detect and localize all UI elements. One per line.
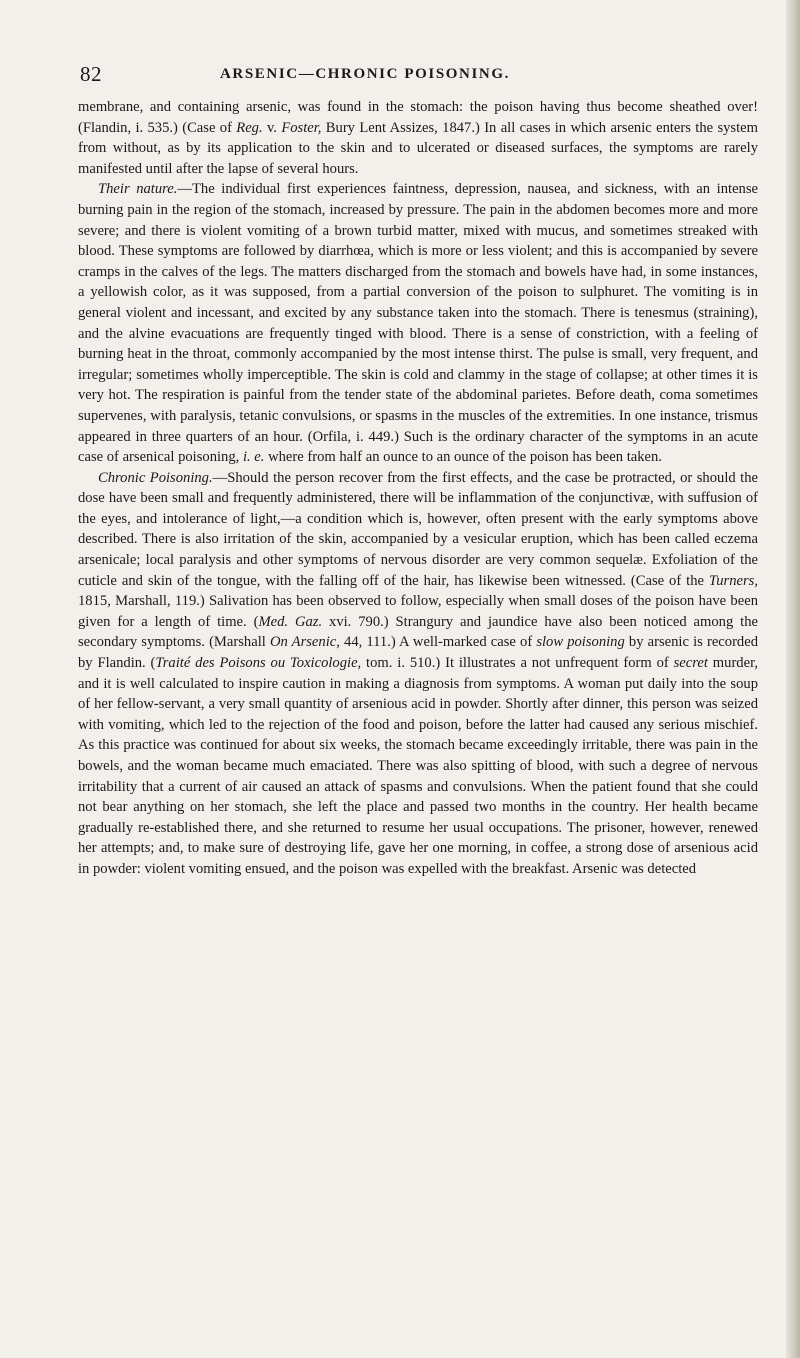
running-title: ARSENIC—CHRONIC POISONING. (220, 66, 510, 82)
body-text (78, 97, 758, 880)
italic-abbreviation: i. e. (242, 449, 265, 466)
paragraph-continuation (78, 97, 758, 179)
text-run: by arsenic is recorded by Flandin. ( (78, 634, 758, 672)
text-run: xvi. 790.) Strangury and jaundice have also been noticed among the secondary symptoms. (Marshall (78, 613, 758, 651)
text-run: v. (262, 119, 282, 136)
italic-case-name: Foster, (281, 119, 322, 136)
text-run: —The individual first experiences faintness, depression, nausea, and sickness, with an intense burning pain in the region of the stomach, increased by pressure. The pain in the abdomen becomes more and more severe; and there is violent vomiting of a brown turbid matter, mixed with mucus, and sometimes streaked with blood. These symptoms are followed by diarrhœa, which is more or less violent; and this is accompanied by severe cramps in the calves of the legs. The matters discharged from the stomach and bowels have had, in some instances, a yellowish color, as it was supposed, from a partial conversion of the poison to sulphuret. The vomiting is in general violent and incessant, and excited by any substance taken into the stomach. There is tenesmus (straining), and the alvine evacuations are frequently tinged with blood. There is a sense of constriction, with a feeling of burning heat in the throat, commonly accompanied by the most intense thirst. The pulse is small, very frequent, and irregular; sometimes wholly imperceptible. The skin is cold and clammy in the stage of collapse; at other times it is very hot. The respiration is painful from the tender state of the abdominal parietes. Before death, coma sometimes supervenes, with paralysis, tetanic convulsions, or spasms in the muscles of the extremities. In one instance, trismus appeared in three quarters of an hour. (Orfila, i. 449.) Such is the ordinary character of the symptoms in an acute case of arsenical poisoning, (78, 181, 758, 466)
text-run: Bury Lent Assizes, 1847.) In all cases in which arsenic enters the system from without, as by its application to the skin and to ulcerated or diseased surfaces, the symptoms are rarely manifested until after the lapse of several hours. (78, 119, 758, 177)
text-run: —Should the person recover from the first effects, and the case be protracted, or should the dose have been small and frequently administered, there will be inflammation of the conjunctivæ, with suffusion of the eyes, and intolerance of light,—a condition which is, however, often present with the early symptoms above described. There is also irritation of the skin, accompanied by a vesicular eruption, which has been called eczema arsenicale; local paralysis and other symptoms of nervous disorder are very common sequelæ. Exfoliation of the cuticle and skin of the tongue, with the falling off of the hair, has likewise been witnessed. (Case of the (78, 469, 758, 589)
paragraph-their-nature (78, 179, 758, 467)
page-edge-shadow (786, 0, 800, 1358)
text-run: where from half an ounce to an ounce of the poison has been taken. (264, 449, 662, 466)
italic-citation: Med. Gaz. (258, 613, 323, 630)
italic-case-name: Turners, (708, 572, 758, 589)
italic-case-name: Reg. (236, 119, 263, 136)
text-run: 1815, Marshall, 119.) Salivation has been observed to follow, especially when small doses of the poison have been given for a length of time. ( (78, 593, 758, 630)
section-heading-chronic-poisoning: Chronic Poisoning. (98, 469, 213, 486)
italic-citation: Traité des Poisons ou Toxicologie, (155, 655, 362, 672)
text-run: tom. i. 510.) It illustrates a not unfrequent form of (361, 655, 674, 672)
italic-emphasis: secret (673, 655, 708, 672)
paragraph-chronic-poisoning (78, 468, 758, 880)
italic-citation: On Arsenic, (269, 634, 340, 651)
text-run: 44, 111.) A well-marked case of (339, 634, 537, 651)
text-run: membrane, and containing arsenic, was found in the stomach: the poison having thus become sheathed over! (Flandin, i. 535.) (Case of (78, 99, 758, 136)
section-heading-their-nature: Their nature. (98, 181, 178, 198)
italic-emphasis: slow poisoning (536, 634, 625, 651)
page-number: 82 (80, 62, 102, 86)
text-run: murder, and it is well calculated to inspire caution in making a diagnosis from symptoms. A woman put daily into the soup of her fellow-servant, a very small quantity of arsenious acid in powder. Shortly after dinner, this person was seized with vomiting, which led to the rejection of the food and poison, before the latter had caused any serious mischief. As this practice was continued for about six weeks, the stomach became exceedingly irritable, there was pain in the bowels, and the woman became much emaciated. There was also spitting of blood, with such a degree of nervous irritability that a current of air caused an attack of spasms and convulsions. When the patient found that she could not bear anything on her stomach, she left the place and passed two months in the country. Her health became gradually re-established there, and she returned to resume her usual occupations. The prisoner, however, renewed her attempts; and, to make sure of destroying life, gave her one morning, in coffee, a strong dose of arsenious acid in powder: violent vomiting ensued, and the poison was expelled with the breakfast. Arsenic was detected (78, 655, 759, 877)
running-head (80, 62, 760, 88)
